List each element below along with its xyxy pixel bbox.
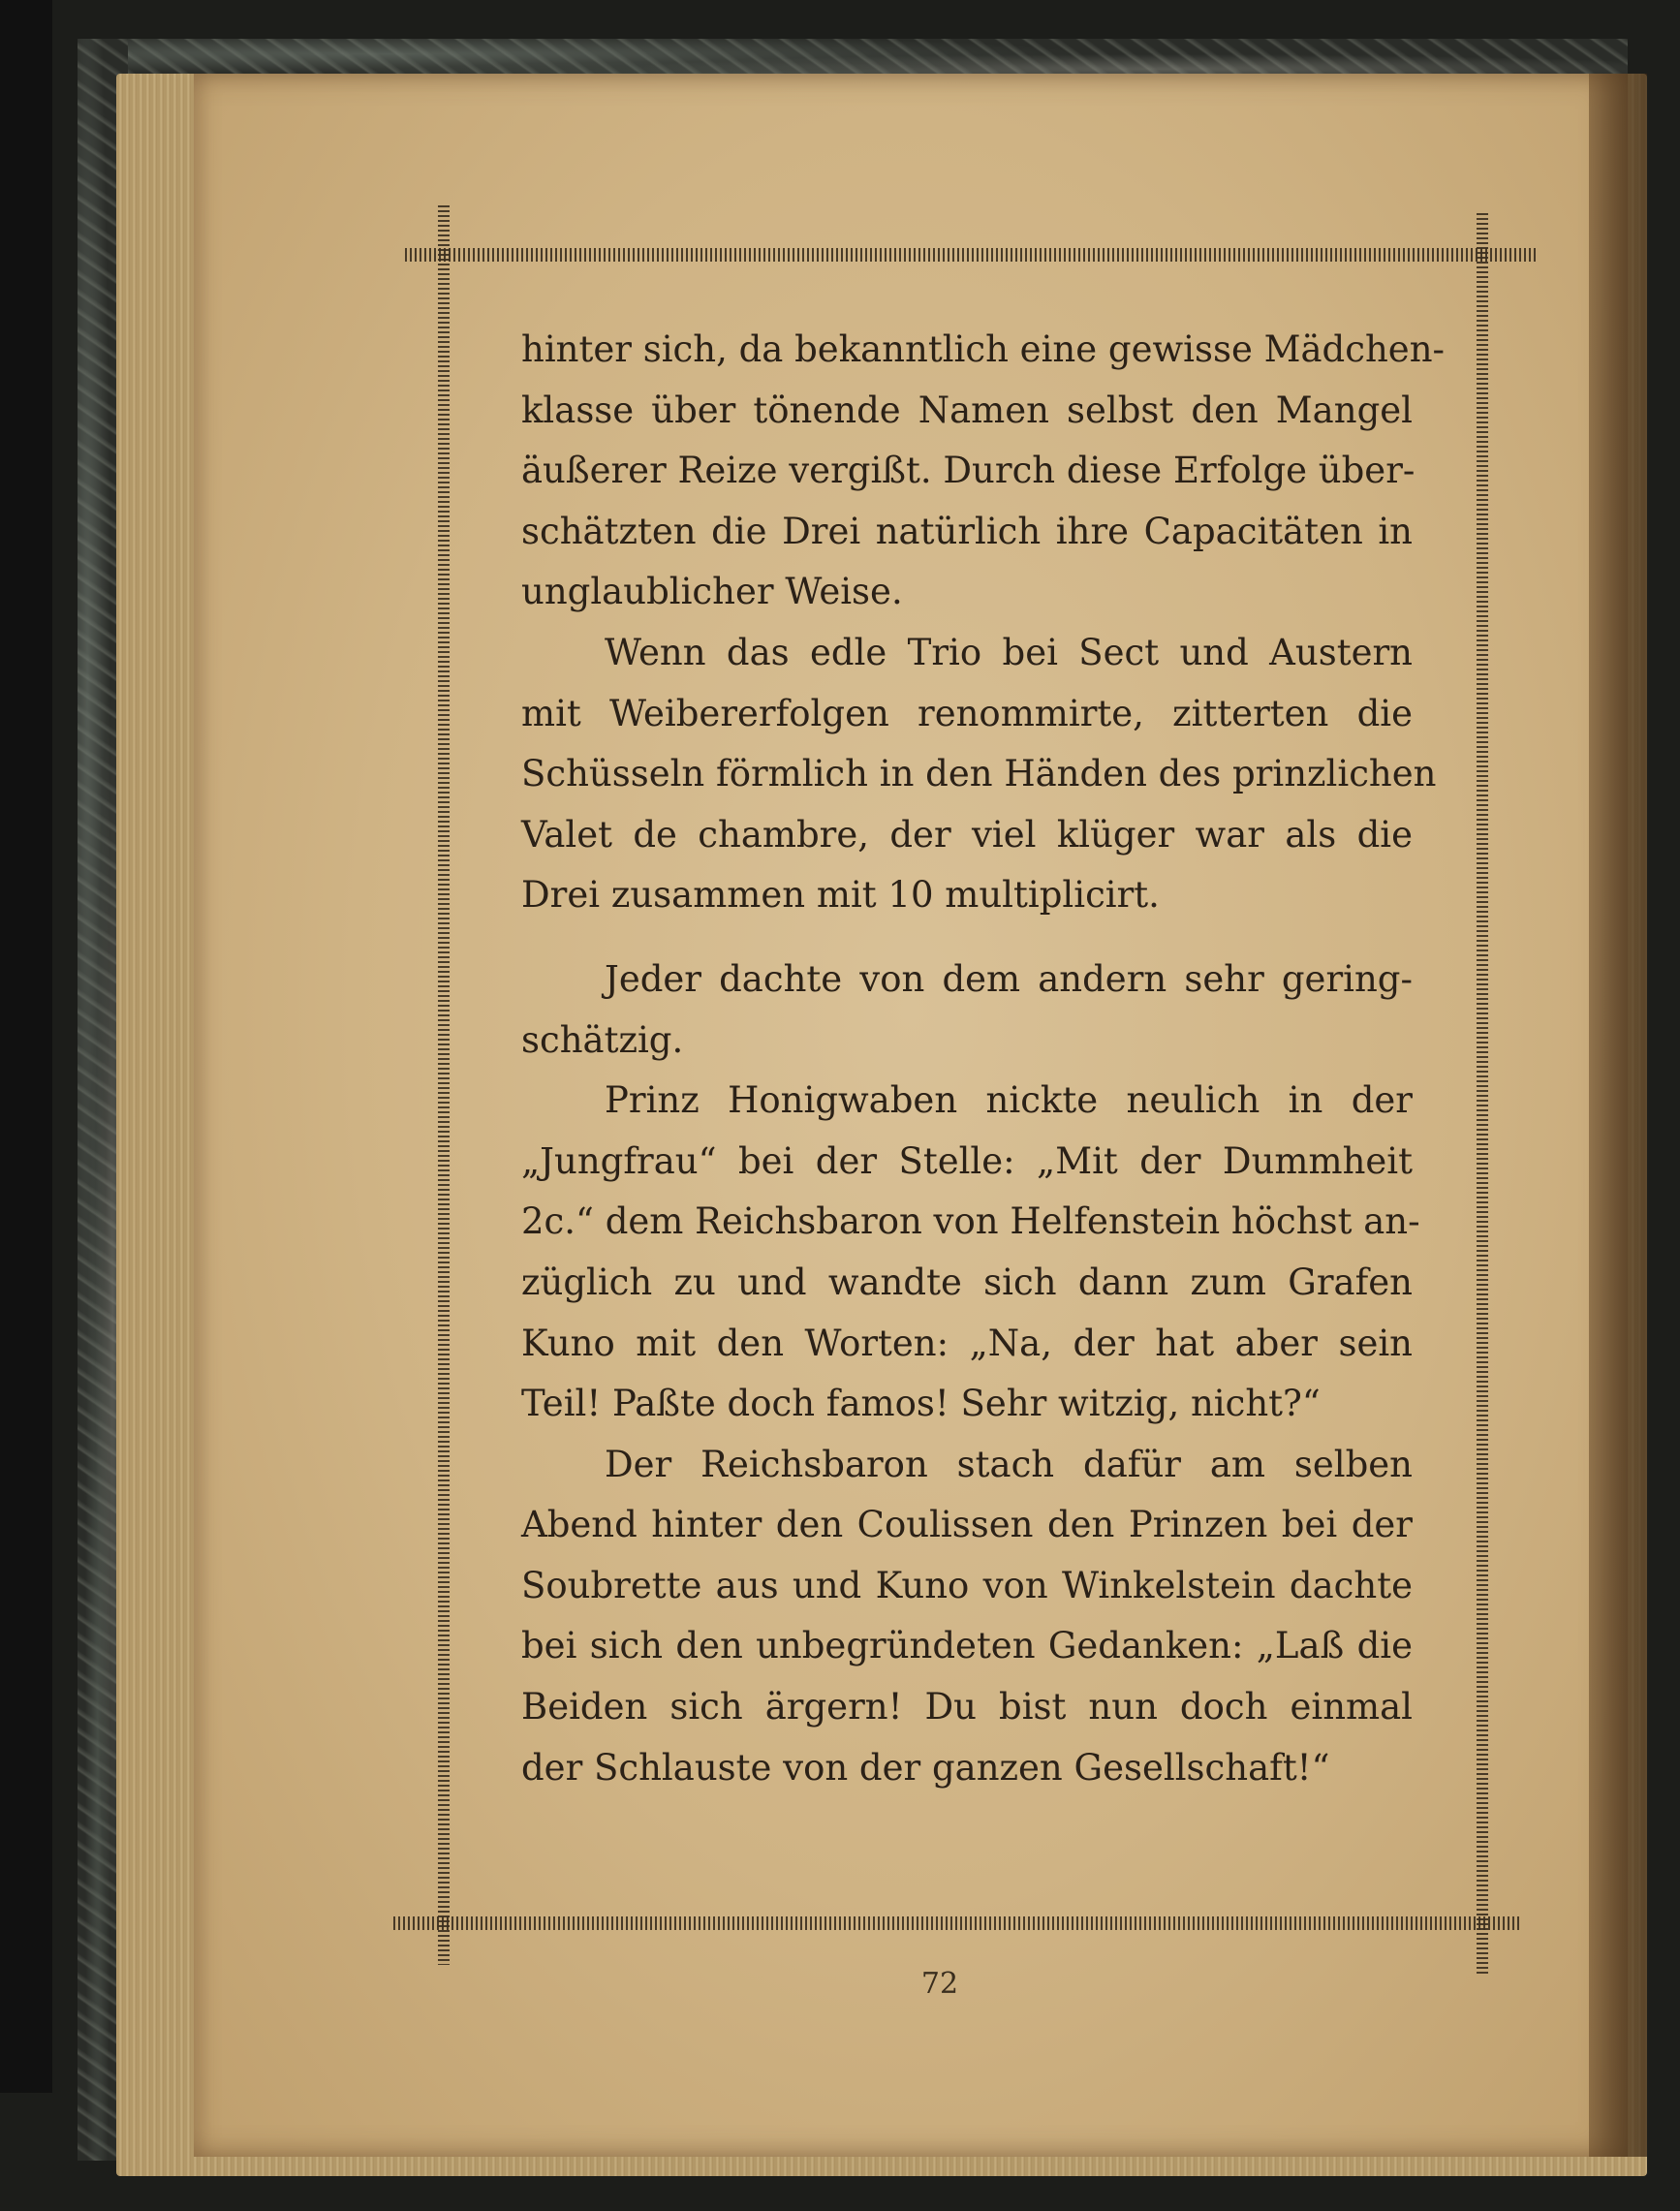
text-line: Kuno mit den Worten: „Na, der hat aber sein bbox=[521, 1322, 1413, 1364]
text-line: Beiden sich ärgern! Du bist nun doch einmal bbox=[521, 1686, 1413, 1728]
text-line: schätzig. bbox=[521, 1018, 684, 1061]
frame-rule-right bbox=[1477, 213, 1488, 1977]
text-line: bei sich den unbegründeten Gedanken: „Laß die bbox=[521, 1625, 1413, 1667]
frame-rule-top bbox=[405, 248, 1539, 262]
frame-rule-bottom bbox=[393, 1916, 1521, 1930]
frame-rule-left bbox=[438, 205, 450, 1965]
text-line: äußerer Reize vergißt. Durch diese Erfolge über- bbox=[521, 450, 1416, 492]
page-number: 72 bbox=[920, 1967, 959, 2001]
text-line: unglaublicher Weise. bbox=[521, 571, 903, 613]
text-line: Schüsseln förmlich in den Händen des prinzlichen bbox=[521, 753, 1437, 795]
text-line: Wenn das edle Trio bei Sect und Austern bbox=[605, 631, 1413, 673]
paragraph bbox=[521, 1071, 1420, 1435]
page-gutter bbox=[1589, 74, 1647, 2157]
text-line: mit Weibererfolgen renommirte, zitterten die bbox=[521, 692, 1413, 734]
paragraph bbox=[521, 950, 1413, 1071]
text-line: klasse über tönende Namen selbst den Mangel bbox=[521, 389, 1413, 431]
text-line: Teil! Paßte doch famos! Sehr witzig, nicht?“ bbox=[521, 1383, 1321, 1425]
text-line: Valet de chambre, der viel klüger war als die bbox=[521, 813, 1413, 856]
paragraph bbox=[521, 1435, 1413, 1799]
text-line: züglich zu und wandte sich dann zum Grafen bbox=[521, 1261, 1413, 1303]
text-line: Jeder dachte von dem andern sehr gering- bbox=[605, 957, 1413, 1000]
text-line: hinter sich, da bekanntlich eine gewisse Mädchen- bbox=[521, 328, 1446, 370]
paragraph-gap bbox=[521, 926, 1413, 950]
text-line: 2c.“ dem Reichsbaron von Helfenstein höchst an- bbox=[521, 1200, 1420, 1243]
text-line: Prinz Honigwaben nickte neulich in der bbox=[605, 1079, 1413, 1122]
text-line: der Schlauste von der ganzen Gesellschaft!“ bbox=[521, 1746, 1330, 1789]
body-text bbox=[521, 320, 1446, 1798]
paragraph bbox=[521, 623, 1437, 926]
paragraph bbox=[521, 320, 1446, 623]
book-cover-right bbox=[0, 0, 52, 2093]
text-line: Der Reichsbaron stach dafür am selben bbox=[605, 1443, 1413, 1485]
text-line: schätzten die Drei natürlich ihre Capacitäten in bbox=[521, 510, 1413, 552]
text-line: Abend hinter den Coulissen den Prinzen bei der bbox=[521, 1504, 1413, 1546]
text-line: „Jungfrau“ bei der Stelle: „Mit der Dummheit bbox=[521, 1139, 1413, 1182]
text-line: Soubrette aus und Kuno von Winkelstein dachte bbox=[521, 1564, 1413, 1606]
text-line: Drei zusammen mit 10 multiplicirt. bbox=[521, 874, 1160, 917]
